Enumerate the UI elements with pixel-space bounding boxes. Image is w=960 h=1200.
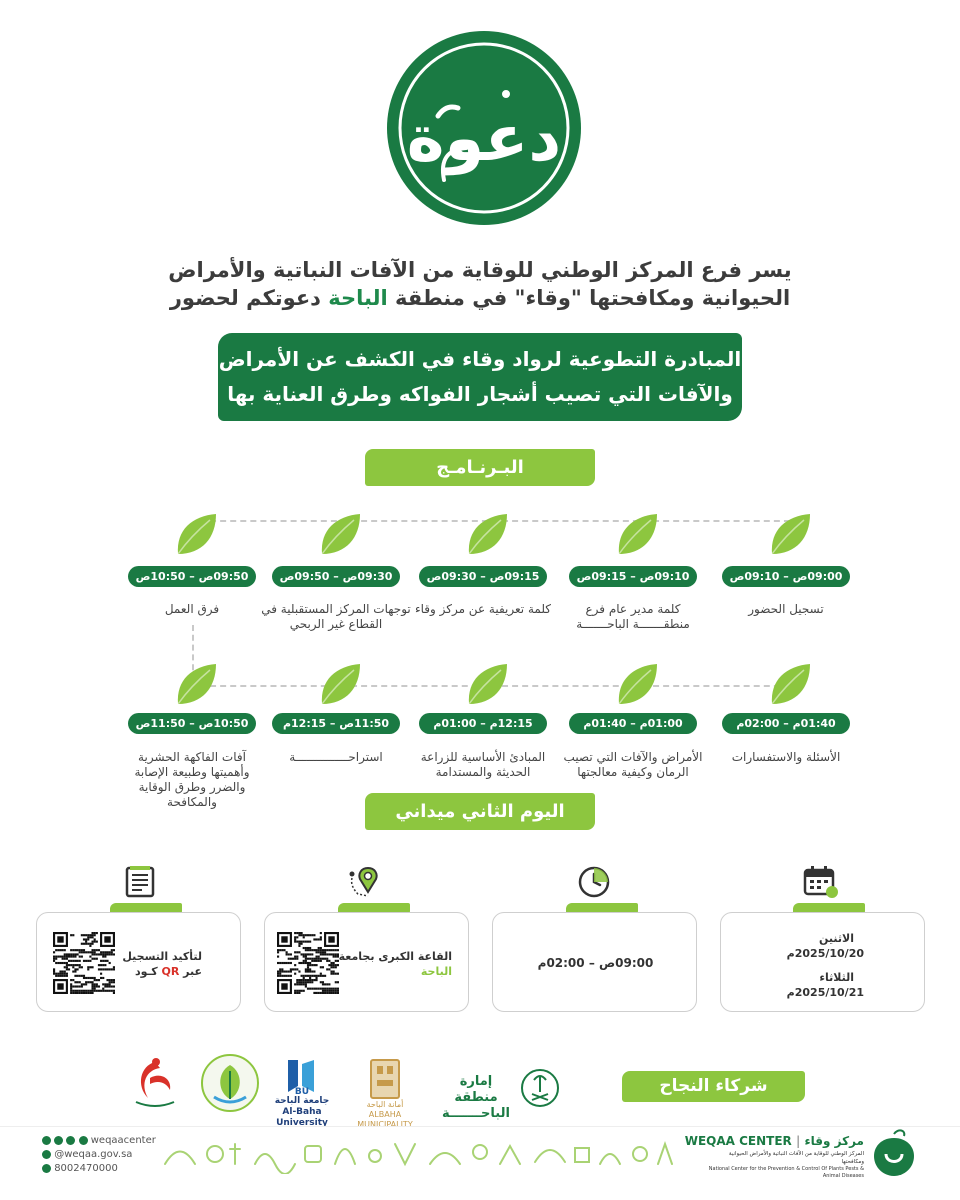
red-crescent-logo (130, 1056, 180, 1108)
university-en: Al-Baha University (276, 1107, 328, 1128)
partners-title: شركاء النجاح (622, 1071, 805, 1102)
weqaa-en-name: WEQAA CENTER (684, 1134, 792, 1148)
banner-line-2: والآفات التي تصيب أشجار الفواكه وطرق العناية بها (227, 382, 733, 406)
weqaa-logo (868, 1128, 920, 1178)
university-logo (284, 1056, 320, 1096)
website-link[interactable]: @weqaa.gov.sa (54, 1149, 133, 1160)
university-ar: جامعة الباحة (274, 1096, 330, 1106)
municipality-ar: أمانة الباحة (366, 1100, 404, 1109)
map-pin-icon (346, 864, 382, 900)
decorative-doodle-strip (160, 1134, 680, 1174)
session-title: المبادئ الأساسية للزراعة الحديثة والمستدامة (420, 750, 546, 779)
phone-icon (42, 1164, 51, 1173)
emblem-word: دعوة (406, 102, 562, 176)
leaf-icon (463, 660, 511, 708)
session-title: آفات الفاكهة الحشرية وأهميتها وطبيعة الإصابة والضرر وطرق الوقاية والمكافحة (134, 750, 250, 809)
location-line-1: القاعة الكبرى بجامعة (338, 950, 452, 963)
emirate-line-2: الباحـــــــة (442, 1106, 510, 1121)
phone-number[interactable]: 8002470000 (54, 1163, 118, 1174)
intro-line-2-post: دعوتكم لحضور (169, 286, 329, 310)
register-qr-word: QR (161, 965, 180, 978)
footer-social (42, 1134, 162, 1176)
leaf-icon (613, 660, 661, 708)
banner-line-1: المبادرة التطوعية لرواد وقاء في الكشف عن الأمراض (218, 347, 742, 371)
date-day-1: الاثنين (819, 932, 854, 945)
invitation-emblem (386, 30, 582, 226)
session-title: تسجيل الحضور (748, 602, 824, 616)
session-title: توجهات المركز المستقبلية في القطاع غير الربحي (261, 602, 411, 631)
weqaa-sub-en: National Center for the Prevention & Control Of Plants Pests & Animal Diseases (708, 1166, 864, 1179)
x-icon[interactable] (54, 1136, 63, 1145)
weqaa-sub-ar: المركز الوطني للوقاية من الآفات النباتية والأمراض الحيوانية ومكافحتها (728, 1151, 864, 1165)
session-title: استراحـــــــــــــــة (289, 750, 383, 764)
weqaa-ar-name: مركز وقاء (804, 1134, 864, 1148)
location-card (264, 912, 469, 1012)
register-line-2 (135, 964, 202, 979)
emirate-logo-text (436, 1074, 516, 1122)
intro-line-2 (150, 286, 810, 310)
leaf-icon (463, 510, 511, 558)
instagram-icon[interactable] (42, 1136, 51, 1145)
web-icon (42, 1150, 51, 1159)
session-time: 09:15ص – 09:30ص (419, 566, 547, 587)
leaf-icon (316, 660, 364, 708)
register-line-1: لتأكيد التسجيل (122, 950, 202, 963)
session-time: 11:50ص – 12:15م (272, 713, 400, 734)
document-icon (122, 864, 158, 900)
leaf-icon (172, 510, 220, 558)
university-logo-text (260, 1096, 344, 1129)
linkedin-icon[interactable] (66, 1136, 75, 1145)
municipality-logo (365, 1056, 405, 1102)
session-time: 12:15م – 01:00م (419, 713, 547, 734)
leaf-icon (766, 660, 814, 708)
green-initiative-logo (200, 1053, 260, 1113)
intro-line-1: يسر فرع المركز الوطني للوقاية من الآفات النباتية والأمراض (168, 258, 792, 282)
program-title: البـرنـامـج (365, 449, 595, 486)
initiative-banner (218, 333, 742, 421)
time-card (492, 912, 697, 1012)
session-title: فرق العمل (164, 602, 220, 616)
register-line-2-pre: عبر (179, 965, 202, 978)
leaf-icon (316, 510, 364, 558)
session-title: الأسئلة والاستفسارات (731, 750, 841, 764)
leaf-icon (766, 510, 814, 558)
register-line-2-post: كـود (134, 965, 162, 978)
session-title: كلمة مدير عام فرع منطقـــــــة الباحـــــــة (576, 602, 690, 631)
intro-region: الباحة (328, 286, 388, 310)
day-two-title: اليوم الثاني ميداني (365, 793, 595, 830)
session-title: كلمة تعريفية عن مركز وقاء (414, 602, 552, 616)
university-abbr: BU (294, 1087, 310, 1096)
date-day-2: الثلاثاء (819, 971, 854, 984)
register-card (36, 912, 241, 1012)
date-card (720, 912, 925, 1012)
register-qr-code[interactable] (53, 932, 115, 994)
calendar-icon (802, 864, 838, 900)
session-time: 09:00ص – 09:10ص (722, 566, 850, 587)
weqaa-footer-brand: مركز وقاء | WEQAA CENTER المركز الوطني للوقاية من الآفات النباتية والأمراض الحيوانية ومكافحتها National Center for the Prevention & Control Of Plants Pests & Animal Diseases (684, 1134, 864, 1179)
clock-icon (576, 864, 612, 900)
location-qr-code[interactable] (277, 932, 339, 994)
leaf-icon (613, 510, 661, 558)
social-handle[interactable]: weqaacenter (90, 1135, 156, 1146)
date-value-1: 2025/10/20م (786, 947, 864, 960)
leaf-icon (172, 660, 220, 708)
saudi-emblem-logo (520, 1068, 560, 1108)
session-time: 01:40م – 02:00م (722, 713, 850, 734)
municipality-en: ALBAHA MUNICIPALITY (357, 1110, 413, 1129)
session-time: 09:30ص – 09:50ص (272, 566, 400, 587)
time-value: 09:00ص – 02:00م (537, 956, 654, 970)
session-time: 09:10ص – 09:15ص (569, 566, 697, 587)
session-time: 09:50ص – 10:50ص (128, 566, 256, 587)
session-title: الأمراض والآفات التي تصيب الرمان وكيفية معالجتها (563, 750, 703, 779)
intro-line-2-pre: الحيوانية ومكافحتها "وقاء" في منطقة (387, 286, 791, 310)
location-line-2: الباحة (420, 965, 452, 978)
youtube-icon[interactable] (79, 1136, 88, 1145)
emirate-line-1: إمارة منطقة (454, 1074, 498, 1105)
date-value-2: 2025/10/21م (786, 986, 864, 999)
session-time: 01:00م – 01:40م (569, 713, 697, 734)
session-time: 10:50ص – 11:50ص (128, 713, 256, 734)
